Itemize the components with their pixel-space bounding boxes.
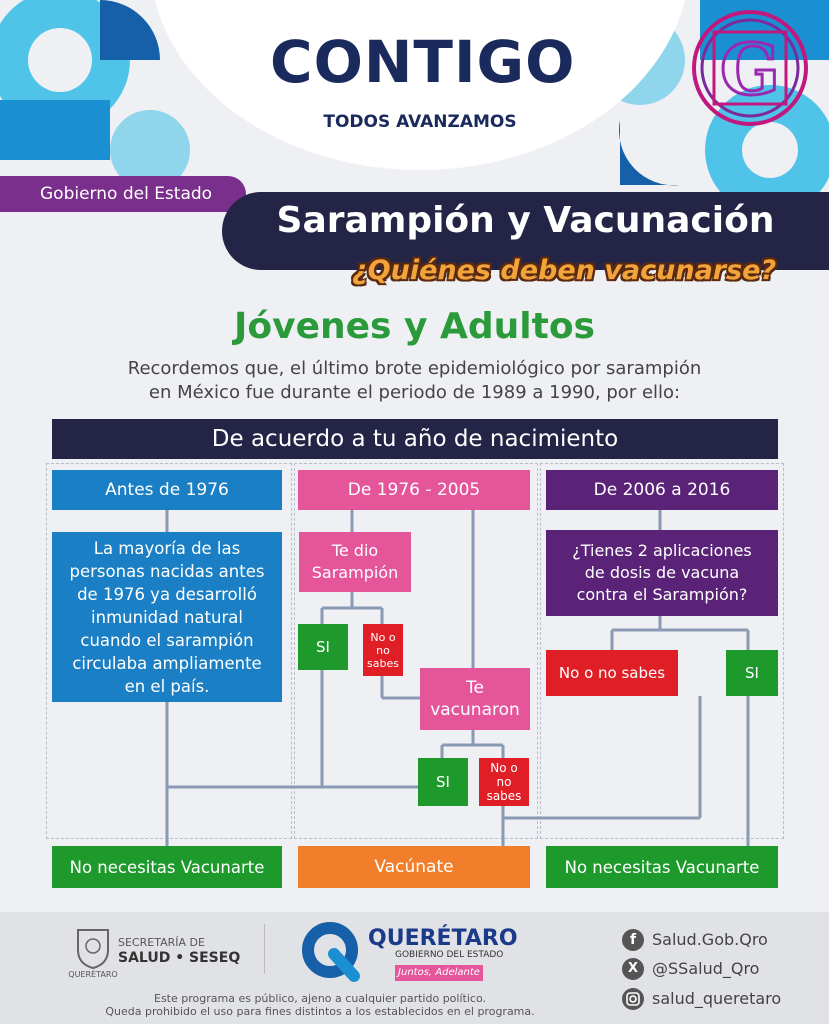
left-header: Antes de 1976 — [52, 470, 282, 510]
had-measles-yes: SI — [298, 624, 348, 670]
instagram-handle[interactable]: salud_queretaro — [652, 989, 782, 1008]
divider — [264, 924, 265, 974]
left-info-box: La mayoría de las personas nacidas antes de 1976 ya desarrolló inmunidad natural cuando el sarampión circulaba ampliamente en el país. — [52, 532, 282, 702]
right-result: No necesitas Vacunarte — [546, 846, 778, 888]
vaccinated-no: No o no sabes — [479, 758, 529, 806]
had-measles-no: No o no sabes — [363, 624, 403, 676]
intro-line-1: Recordemos que, el último brote epidemiológico por sarampión — [127, 358, 702, 379]
state-seal-icon — [74, 924, 112, 970]
slogan-badge: Juntos, Adelante — [395, 965, 483, 981]
logo-tagline: TODOS AVANZAMOS — [323, 112, 517, 132]
disclaimer-line-1: Este programa es público, ajeno a cualquier partido político. — [154, 992, 486, 1005]
queretaro-name: QUERÉTARO — [368, 926, 518, 951]
vaccinated-yes: SI — [418, 758, 468, 806]
had-measles-question: Te dio Sarampión — [299, 532, 411, 592]
secretaria-line-2: SALUD • SESEQ — [118, 950, 241, 966]
gov-tag: Gobierno del Estado — [0, 176, 246, 212]
x-twitter-icon: X — [622, 958, 644, 980]
birth-year-bar: De acuerdo a tu año de nacimiento — [52, 419, 778, 459]
section-heading: Jóvenes y Adultos — [234, 306, 595, 347]
secretaria-line-1: SECRETARÍA DE — [118, 936, 205, 949]
disclaimer-line-2: Queda prohibido el uso para fines distintos a los establecidos en el programa. — [105, 1005, 535, 1018]
contigo-logo: CONTIGO — [270, 28, 576, 96]
facebook-handle[interactable]: Salud.Gob.Qro — [652, 930, 768, 949]
svg-text:G: G — [720, 28, 780, 111]
left-result: No necesitas Vacunarte — [52, 846, 282, 888]
two-doses-no: No o no sabes — [546, 650, 678, 696]
page-subtitle: ¿Quiénes deben vacunarse? — [352, 255, 777, 286]
two-doses-yes: SI — [726, 650, 778, 696]
vaccinated-question: Te vacunaron — [420, 668, 530, 730]
seal-caption: QUERÉTARO — [68, 970, 118, 979]
middle-header: De 1976 - 2005 — [298, 470, 530, 510]
twitter-handle[interactable]: @SSalud_Qro — [652, 959, 760, 978]
queretaro-q-icon — [300, 920, 362, 982]
middle-result: Vacúnate — [298, 846, 530, 888]
intro-line-2: en México fue durante el periodo de 1989 a 1990, por ello: — [148, 382, 681, 403]
two-doses-question: ¿Tienes 2 aplicaciones de dosis de vacuna contra el Sarampión? — [546, 530, 778, 616]
right-header: De 2006 a 2016 — [546, 470, 778, 510]
footer — [0, 912, 829, 1024]
instagram-icon — [622, 988, 644, 1010]
gobierno-label: GOBIERNO DEL ESTADO — [395, 950, 504, 960]
page-title: Sarampión y Vacunación — [276, 200, 775, 241]
facebook-icon: f — [622, 929, 644, 951]
